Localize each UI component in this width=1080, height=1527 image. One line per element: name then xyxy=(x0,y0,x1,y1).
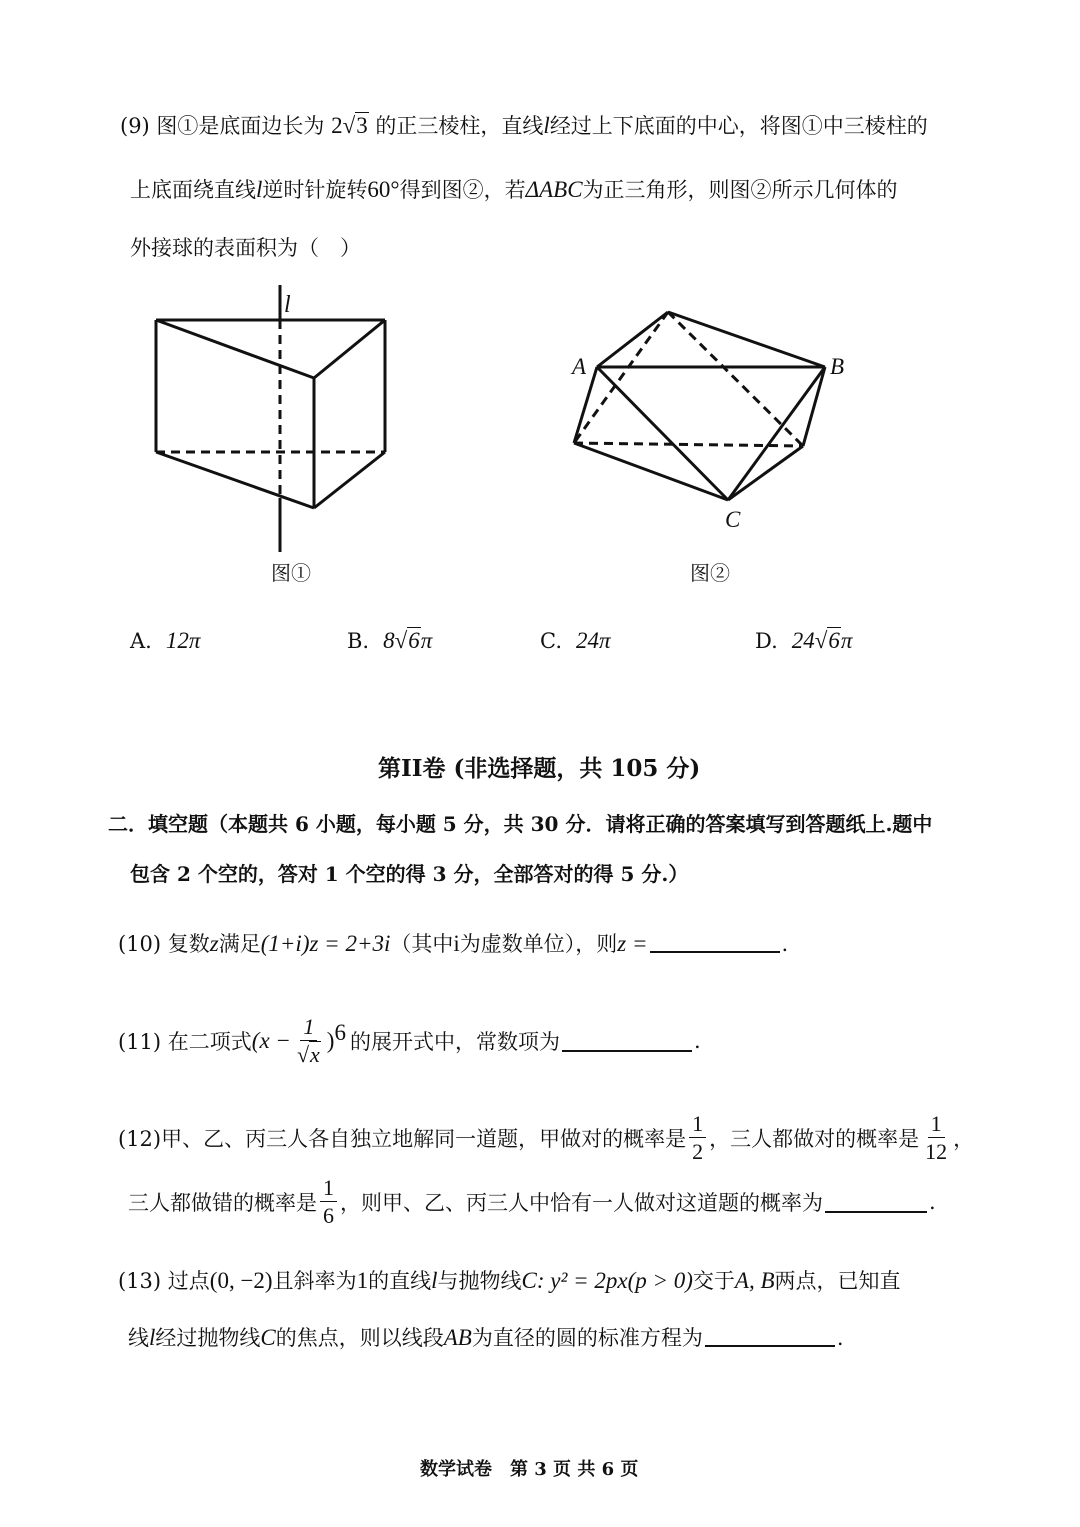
edge-right-C xyxy=(728,446,803,500)
figure-2-caption: 图② xyxy=(690,561,730,585)
option-b: B. 8√6π xyxy=(347,628,433,653)
prism-top-left-edge xyxy=(156,320,314,378)
q13-line1: (13) 过点(0, −2)且斜率为1的直线l与抛物线C: y² = 2px(p > 0)交于A, B两点，已知直 xyxy=(118,1268,901,1293)
section2-line1: 二．填空题（本题共 6 小题，每小题 5 分，共 30 分．请将正确的答案填写到答题纸上.题中 xyxy=(108,812,933,836)
q10: (10) 复数z满足(1+i)z = 2+3i（其中i为虚数单位），则z = . xyxy=(118,931,789,956)
prism-bottom-left-edge xyxy=(156,452,314,508)
q9-line2: 上底面绕直线l逆时针旋转60°得到图②，若ΔABC为正三角形，则图②所示几何体的 xyxy=(130,177,898,202)
vertex-label-C: C xyxy=(725,507,741,532)
side-length: 2√3 xyxy=(331,113,368,138)
page-footer: 数学试卷 第 3 页 共 6 页 xyxy=(420,1459,639,1480)
q13-line2: 线l经过抛物线C的焦点，则以线段AB为直径的圆的标准方程为 . xyxy=(128,1325,844,1350)
figure-1-prism xyxy=(140,280,560,590)
q9-line3: 外接球的表面积为（ ） xyxy=(130,236,361,260)
q11-answer-blank xyxy=(562,1030,692,1052)
q12-line2: 三人都做错的概率是 $\frac{1}{6}$ ，则甲、乙、丙三人中恰有一人做对这道题的概率为 . xyxy=(128,1174,936,1228)
axis-label-l: l xyxy=(284,292,291,318)
part2-title: 第II卷 (非选择题，共 105 分) xyxy=(378,755,701,782)
option-c: C. 24π xyxy=(540,628,611,653)
vertex-label-B: B xyxy=(830,354,845,379)
q12-line1: (12)甲、乙、丙三人各自独立地解同一道题，甲做对的概率是 $\frac{1}{2}$ ，三人都做对的概率是 $\frac{1}{12}$ ， xyxy=(118,1110,975,1164)
edge-AC xyxy=(597,367,728,500)
q13-answer-blank xyxy=(705,1325,835,1347)
figure-2-solid xyxy=(560,300,900,540)
q11: (11) 在二项式 (x − $\frac{1}{√x}$ ) 6 的展开式中，常数项为 . xyxy=(118,1013,701,1067)
prism-top-right-edge xyxy=(314,320,385,378)
q12-answer-blank xyxy=(825,1191,927,1213)
q10-answer-blank xyxy=(650,931,780,953)
edge-top-B xyxy=(668,312,825,367)
prism-bottom-right-edge xyxy=(314,452,385,508)
option-a: A. 12π xyxy=(130,628,201,653)
edge-A-top xyxy=(597,312,668,367)
section2-line2: 包含 2 个空的，答对 1 个空的得 3 分，全部答对的得 5 分.） xyxy=(130,862,689,886)
figure-1-caption: 图① xyxy=(271,561,311,585)
edge-B-right xyxy=(803,367,825,446)
edge-left-C xyxy=(574,443,728,500)
vertex-label-A: A xyxy=(572,354,587,379)
q9-line1: (9) 图①是底面边长为 2√3 的正三棱柱，直线l经过上下底面的中心，将图①中三棱柱的 xyxy=(120,113,928,138)
option-d: D. 24√6π xyxy=(755,628,853,653)
